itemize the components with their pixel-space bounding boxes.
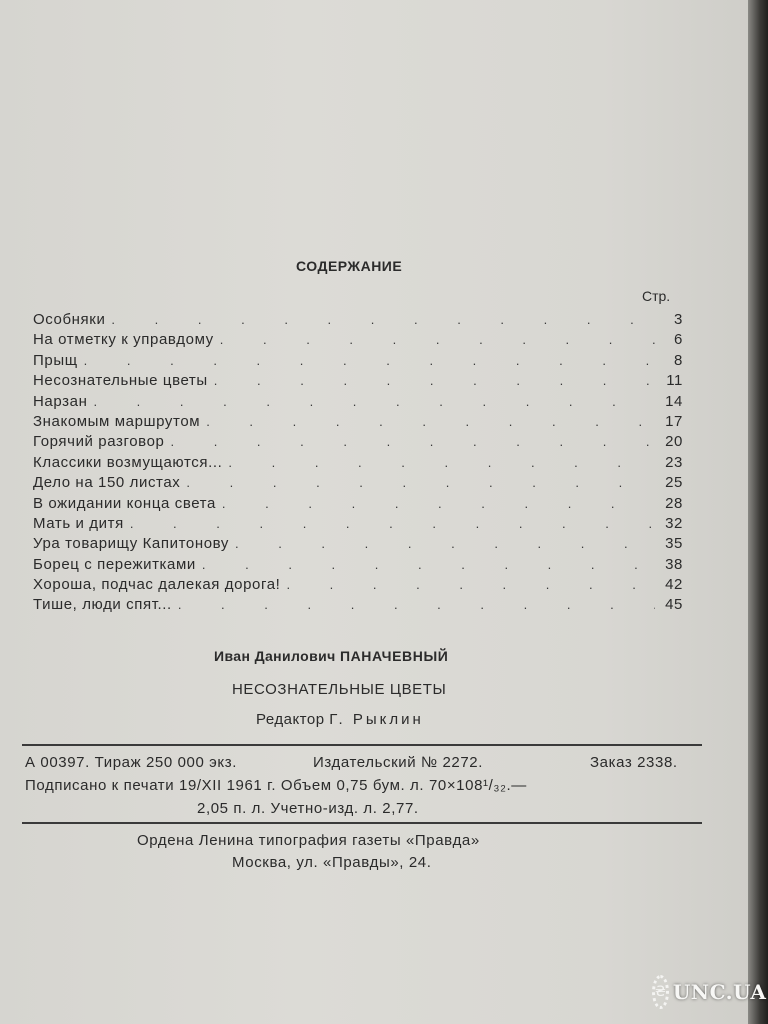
toc-entry bbox=[33, 311, 683, 331]
editor-credit bbox=[256, 711, 424, 728]
toc-leader-dots bbox=[93, 394, 655, 409]
printer-address: Москва, ул. «Правды», 24. bbox=[232, 854, 432, 871]
toc-entry-page: 28 bbox=[665, 494, 683, 512]
toc-leader-dots bbox=[170, 434, 655, 449]
toc-entry bbox=[33, 576, 683, 596]
toc-entry bbox=[33, 413, 683, 433]
hryvnia-seal-icon: ₴ bbox=[652, 975, 669, 1009]
toc-leader-dots bbox=[111, 312, 655, 327]
toc-entry-title: Борец с пережитками bbox=[33, 555, 196, 573]
book-title: НЕСОЗНАТЕЛЬНЫЕ ЦВЕТЫ bbox=[232, 681, 447, 698]
toc-entry-page: 20 bbox=[665, 433, 683, 451]
imprint-sheets: 2,05 п. л. Учетно-изд. л. 2,77. bbox=[197, 800, 419, 817]
toc-entry-page: 25 bbox=[665, 474, 683, 492]
table-of-contents bbox=[33, 311, 683, 617]
author-name bbox=[214, 648, 448, 664]
toc-entry-page: 35 bbox=[665, 535, 683, 553]
toc-entry bbox=[33, 474, 683, 494]
toc-entry-page: 11 bbox=[666, 372, 683, 390]
toc-entry-title: Ура товарищу Капитонову bbox=[33, 535, 229, 553]
editor-name: Г. Рыклин bbox=[329, 711, 424, 728]
toc-entry-page: 23 bbox=[665, 453, 683, 471]
toc-entry-page: 17 bbox=[665, 412, 683, 430]
contents-heading: СОДЕРЖАНИЕ bbox=[296, 258, 403, 274]
page-column-label: Стр. bbox=[642, 288, 671, 304]
toc-entry bbox=[33, 515, 683, 535]
toc-leader-dots bbox=[228, 455, 655, 470]
imprint-bottom-rule bbox=[22, 822, 702, 824]
toc-entry-title: Прыщ bbox=[33, 351, 78, 369]
toc-entry-page: 3 bbox=[674, 311, 683, 328]
imprint-signed-to-print: Подписано к печати 19/XII 1961 г. Объем 0,75 бум. л. 70×108¹/₃₂.— bbox=[25, 777, 527, 794]
toc-entry-title: Знакомым маршрутом bbox=[33, 412, 201, 430]
printer-name: Ордена Ленина типография газеты «Правда» bbox=[137, 832, 480, 849]
author-first-names: Иван Данилович bbox=[214, 648, 336, 664]
toc-entry-page: 32 bbox=[665, 514, 683, 532]
toc-entry-page: 6 bbox=[674, 331, 683, 349]
editor-label: Редактор bbox=[256, 711, 325, 728]
imprint-print-run: А 00397. Тираж 250 000 экз. bbox=[25, 754, 238, 771]
toc-leader-dots bbox=[202, 557, 655, 572]
toc-entry bbox=[33, 352, 683, 372]
toc-entry-page: 14 bbox=[665, 392, 683, 410]
toc-leader-dots bbox=[130, 516, 655, 531]
imprint-top-rule bbox=[22, 744, 702, 746]
author-surname: ПАНАЧЕВНЫЙ bbox=[339, 648, 449, 664]
toc-entry bbox=[33, 331, 683, 351]
toc-entry-title: Мать и дитя bbox=[33, 514, 124, 532]
toc-leader-dots bbox=[178, 597, 655, 612]
imprint-publisher-number: Издательский № 2272. bbox=[313, 754, 483, 771]
toc-leader-dots bbox=[214, 373, 655, 388]
page-edge-shadow bbox=[748, 0, 768, 1024]
toc-entry bbox=[33, 372, 683, 392]
toc-leader-dots bbox=[84, 353, 655, 368]
toc-entry-title: Хороша, подчас далекая дорога! bbox=[33, 576, 281, 594]
toc-entry-title: Особняки bbox=[33, 311, 106, 328]
toc-entry bbox=[33, 393, 683, 413]
site-watermark bbox=[652, 962, 767, 1022]
toc-entry-page: 38 bbox=[665, 555, 683, 573]
toc-entry-title: Дело на 150 листах bbox=[33, 474, 181, 492]
toc-entry-title: Несознательные цветы bbox=[33, 372, 208, 390]
toc-entry-title: На отметку к управдому bbox=[33, 331, 214, 349]
toc-entry-title: Тише, люди спят... bbox=[33, 596, 172, 614]
toc-entry-page: 8 bbox=[674, 351, 683, 369]
toc-entry-page: 45 bbox=[665, 596, 683, 614]
toc-entry bbox=[33, 433, 683, 453]
toc-leader-dots bbox=[222, 496, 655, 511]
toc-leader-dots bbox=[186, 475, 655, 490]
toc-leader-dots bbox=[286, 577, 655, 592]
toc-leader-dots bbox=[206, 414, 655, 429]
toc-entry bbox=[33, 535, 683, 555]
toc-leader-dots bbox=[235, 536, 655, 551]
toc-entry bbox=[33, 596, 683, 616]
toc-entry-title: Нарзан bbox=[33, 392, 88, 410]
toc-entry-page: 42 bbox=[665, 576, 683, 594]
toc-entry-title: В ожидании конца света bbox=[33, 494, 216, 512]
toc-entry bbox=[33, 556, 683, 576]
toc-entry-title: Горячий разговор bbox=[33, 433, 165, 451]
imprint-order-number: Заказ 2338. bbox=[590, 754, 678, 771]
toc-entry bbox=[33, 495, 683, 515]
toc-entry bbox=[33, 454, 683, 474]
toc-entry-title: Классики возмущаются... bbox=[33, 453, 223, 471]
watermark-text: UNC.UA bbox=[672, 980, 767, 1004]
toc-leader-dots bbox=[220, 332, 655, 347]
